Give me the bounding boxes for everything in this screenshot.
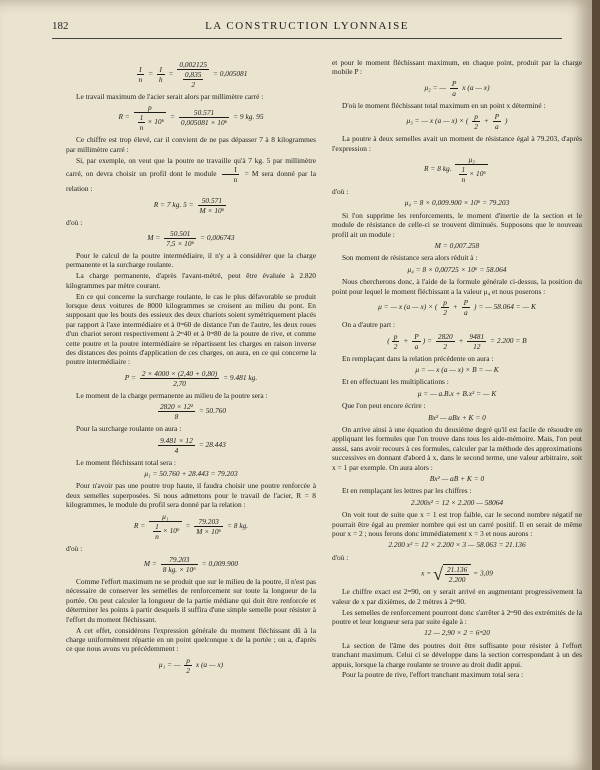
right-paragraph-12: Et en remplaçant les lettres par les chiffres : [342,486,472,496]
left-dou-2: d'où : [66,543,83,553]
equation-right-6: μ₄ = 8 × 0,00725 × 10⁶ = 58.064 [407,264,507,274]
equation-right-1: μ₂ = — $\frac{P}{a}$ x (a — x) [424,78,490,98]
left-dou-1: d'où : [66,217,83,227]
equation-right-5: M = 0,007.258 [434,241,480,251]
equation-right-8: ( $\frac{p}{2}$ + $\frac{P}{a}$ ) = $\frac{2820}{2}$ + $\frac{9481}{12}$ = 2.200 = B [387,331,527,351]
right-paragraph-13: On voit tout de suite que x = 1 est trop faible, car le second nombre négatif ne pourrait être égal au premier nombre qui est un carré positif. Il en serait de même pour x = 2 ; nous ferons donc immédiatement x = 3 et nous aurons : [332,510,582,538]
right-paragraph-7: On a d'autre part : [342,320,396,330]
right-column [332,58,582,681]
right-paragraph-16: La section de l'âme des poutres doit être suffisante pour résister à l'effort tranchant maximum. Celui ci se développe dans la section correspondant à un des appuis, lorsque la charge roulante se trouve au droit dudit appui. [332,640,582,669]
equation-left-4: M = $\frac{50.501}{\text{7,5 × 10⁶}}$ = 0,006743 [147,228,235,248]
equation-right-4: μ₄ = 8 × 0,009.900 × 10⁶ = 79.203 [404,198,510,208]
left-paragraph-7: Le moment de la charge permanente au milieu de la poutre sera : [76,390,268,400]
right-paragraph-1: et pour le moment fléchissant maximum, en chaque point, produit par la charge mobile P : [332,58,582,77]
equation-left-11: μ₁ = — $\frac{p}{2}$ x (a — x) [158,655,224,675]
left-column [66,58,316,678]
equation-left-8: μ₁ = 50.760 + 28.443 = 79.203 [144,469,238,479]
equation-right-7: μ = — x (a — x) × ( $\frac{p}{2}$ + $\frac{P}{a}$ ) = — 58.064 = — K [378,298,536,318]
equation-right-10: μ = — a.B.x + B.x² = — K [417,388,497,398]
right-dou-2: d'où : [332,552,349,562]
left-paragraph-11: Comme l'effort maximum ne se produit que sur le milieu de la poutre, il n'est pas nécessaire de conserver les semelles de renforcement sur toute la longueur de la portée. On peut calculer la longueur de la partie médiane qui doit être renforcée et déterminer les points à partir desquels il suffira d'une simple semelle pour résister à l'effort du moment fléchissant. [66,577,316,624]
journal-title: LA CONSTRUCTION LYONNAISE [205,20,409,32]
right-paragraph-2: D'où le moment fléchissant total maximum en un point x déterminé : [342,100,546,110]
left-paragraph-6: En ce qui concerne la surcharge roulante, le cas le plus défavorable se produit lorsque deux voitures de 8000 kilogrammes se croisent au milieu du pont. En supposant que les bouts des essieux des deux chariots soient symétriquement placés par rapport à l'axe intermédiaire et à 0ᵐ60 de distance l'un de l'autre, les deux roues d'un chariot seront respectivement à 2ᵐ40 et à 0ᵐ80 de la poutre de rive, et comme cette poutre et la poutre intermédiaire se répartissent les charges en raison inverse des distances des points d'application de ces charges, on aura, en ce qui concerne la poutre intermédiaire : [66,291,316,367]
equation-right-2: μ₃ = — x (a — x) × ( $\frac{p}{2}$ + $\frac{P}{a}$ ) [406,112,508,132]
page-number: 182 [52,20,69,32]
right-paragraph-14: Le chiffre exact est 2ᵐ90, on y serait arrivé en augmentant progressivement la valeur de x par dixièmes, de 2 mètres à 2ᵐ90. [332,587,582,606]
square-root: √ $\frac{21.136}{2.200}$ [433,564,471,584]
equation-left-10: M = $\frac{79.203}{\text{8 kg. × 10⁶}}$ = 0,009.900 [143,555,239,575]
equation-left-5: P = $\frac{2 \times 4000 \times (2,40 + 0,80)}{2,70}$ = 9.481 kg. [124,368,258,388]
right-paragraph-10: Que l'on peut encore écrire : [342,401,426,411]
right-paragraph-6: Nous chercherons donc, à l'aide de la formule générale ci-dessus, la position du point pour lequel le moment fléchissant a la valeur μ₄ et nous poserons : [332,277,582,296]
left-paragraph-2: Ce chiffre est trop élevé, car il convient de ne pas dépasser 7 à 8 kilogrammes par millimètre carré : [66,135,316,154]
right-paragraph-9: Et en effectuant les multiplications : [342,377,449,387]
equation-right-11: Bx² — aBx + K = 0 [428,412,486,422]
equation-left-7: $\frac{9.481 \times 12}{4}$ = 28.443 [160,435,226,455]
left-paragraph-5: La charge permanente, d'après l'avant-métré, peut être évaluée à 2.820 kilogrammes par mètre courant. [66,271,316,290]
left-paragraph-10: Pour n'avoir pas une poutre trop haute, il faudra choisir une poutre renforcée à deux semelles superposées. Si nous admettons pour le travail de l'acier, R = 8 kilogrammes, le module du profil sera donné par la relation : [66,481,316,510]
right-paragraph-3: La poutre à deux semelles avait un moment de résistance égal à 79.203, d'après l'expression : [332,134,582,153]
equation-right-16: 12 — 2,90 × 2 = 6ᵐ20 [424,628,490,638]
right-paragraph-15: Les semelles de renforcement pourront donc s'arrêter à 2ᵐ90 des extrémités de la poutre et leur longueur sera par suite égale à : [332,607,582,626]
right-paragraph-17: Pour la poutre de rive, l'effort tranchant maximum total sera : [342,670,524,680]
left-paragraph-12: A cet effet, considérons l'expression générale du moment fléchissant dû à la charge uniformément répartie en un point quelconque x de la portée ; on a, d'après ce que nous avons vu précédemment : [66,625,316,654]
equation-left-3: R = 7 kg. 5 = $\frac{50.571}{\text{M × 10⁶}}$ [153,195,225,215]
right-paragraph-8: En remplaçant dans la relation précédente on aura : [342,353,494,363]
equation-left-6: $\frac{\text{2820 × 12²}}{8}$ = 50.760 [159,402,227,422]
right-paragraph-11: On arrive ainsi à une équation du deuxième degré qu'il est facile de résoudre en appliquant les formules que l'on trouve dans tous les aide-mémoire. Mais, l'on peut aussi, sans avoir recours à ces formules, calculer par la méthode des approximations successives en donnant d'abord à x, dans le second terme, une valeur arbitraire, soit x = 1 par exemple. On aura alors : [332,424,582,472]
left-paragraph-9: Le moment fléchissant total sera : [76,457,176,467]
equation-right-9: μ = — x (a — x) × B = — K [415,364,499,374]
page-header [52,20,562,39]
equation-right-13: 2.200x² = 12 × 2.200 — 58064 [410,497,504,507]
equation-left-2: R = p $\frac{1}{n}$ × 10⁶ = $\frac{50.571}{\text{0,005081 × 10⁶}}$ = 9 kg. 95 [118,103,264,133]
left-paragraph-3: Si, par exemple, on veut que la poutre ne travaille qu'à 7 kg. 5 par millimètre carré, on devra choisir un profil dont le module $\frac{I}{n}$ = M sera donné par la relation : [66,155,316,194]
left-paragraph-8: Pour la surcharge roulante on aura : [76,424,182,434]
right-paragraph-5: Son moment de résistance sera alors réduit à : [342,253,478,263]
right-paragraph-4: Si l'on supprime les renforcements, le moment d'inertie de la section et le module de résistance de celle-ci se trouvent diminués. Supposons que le nouveau profil ait un module : [332,210,582,239]
equation-right-15: x = √ $\frac{21.136}{2.200}$ = 3,09 [421,564,493,585]
equation-left-9: R = μ₁ $\frac{1}{n}$ × 10⁶ = $\frac{79.203}{\text{M × 10⁶}}$ = 8 kg. [133,511,249,541]
right-dou-1: d'où : [332,187,349,197]
equation-right-12: Bx² — aB + K = 0 [429,473,485,483]
equation-right-14: 2.200 x² = 12 × 2.200 × 3 — 58.063 = 21.136 [388,540,526,550]
left-paragraph-4: Pour le calcul de la poutre intermédiaire, il n'y a à considérer que la charge permanente et la surcharge roulante. [66,250,316,270]
equation-right-3: R = 8 kg. μ₃ $\frac{1}{n}$ × 10⁶ [424,155,486,185]
equation-left-1: $\frac{I}{n}$ = $\frac{I}{h}$ = $\frac{0,002125}{\frac{0,835}{2}}$ = 0,005081 [138,60,248,89]
left-paragraph-1: Le travail maximum de l'acier serait alors par millimètre carré : [76,92,264,101]
